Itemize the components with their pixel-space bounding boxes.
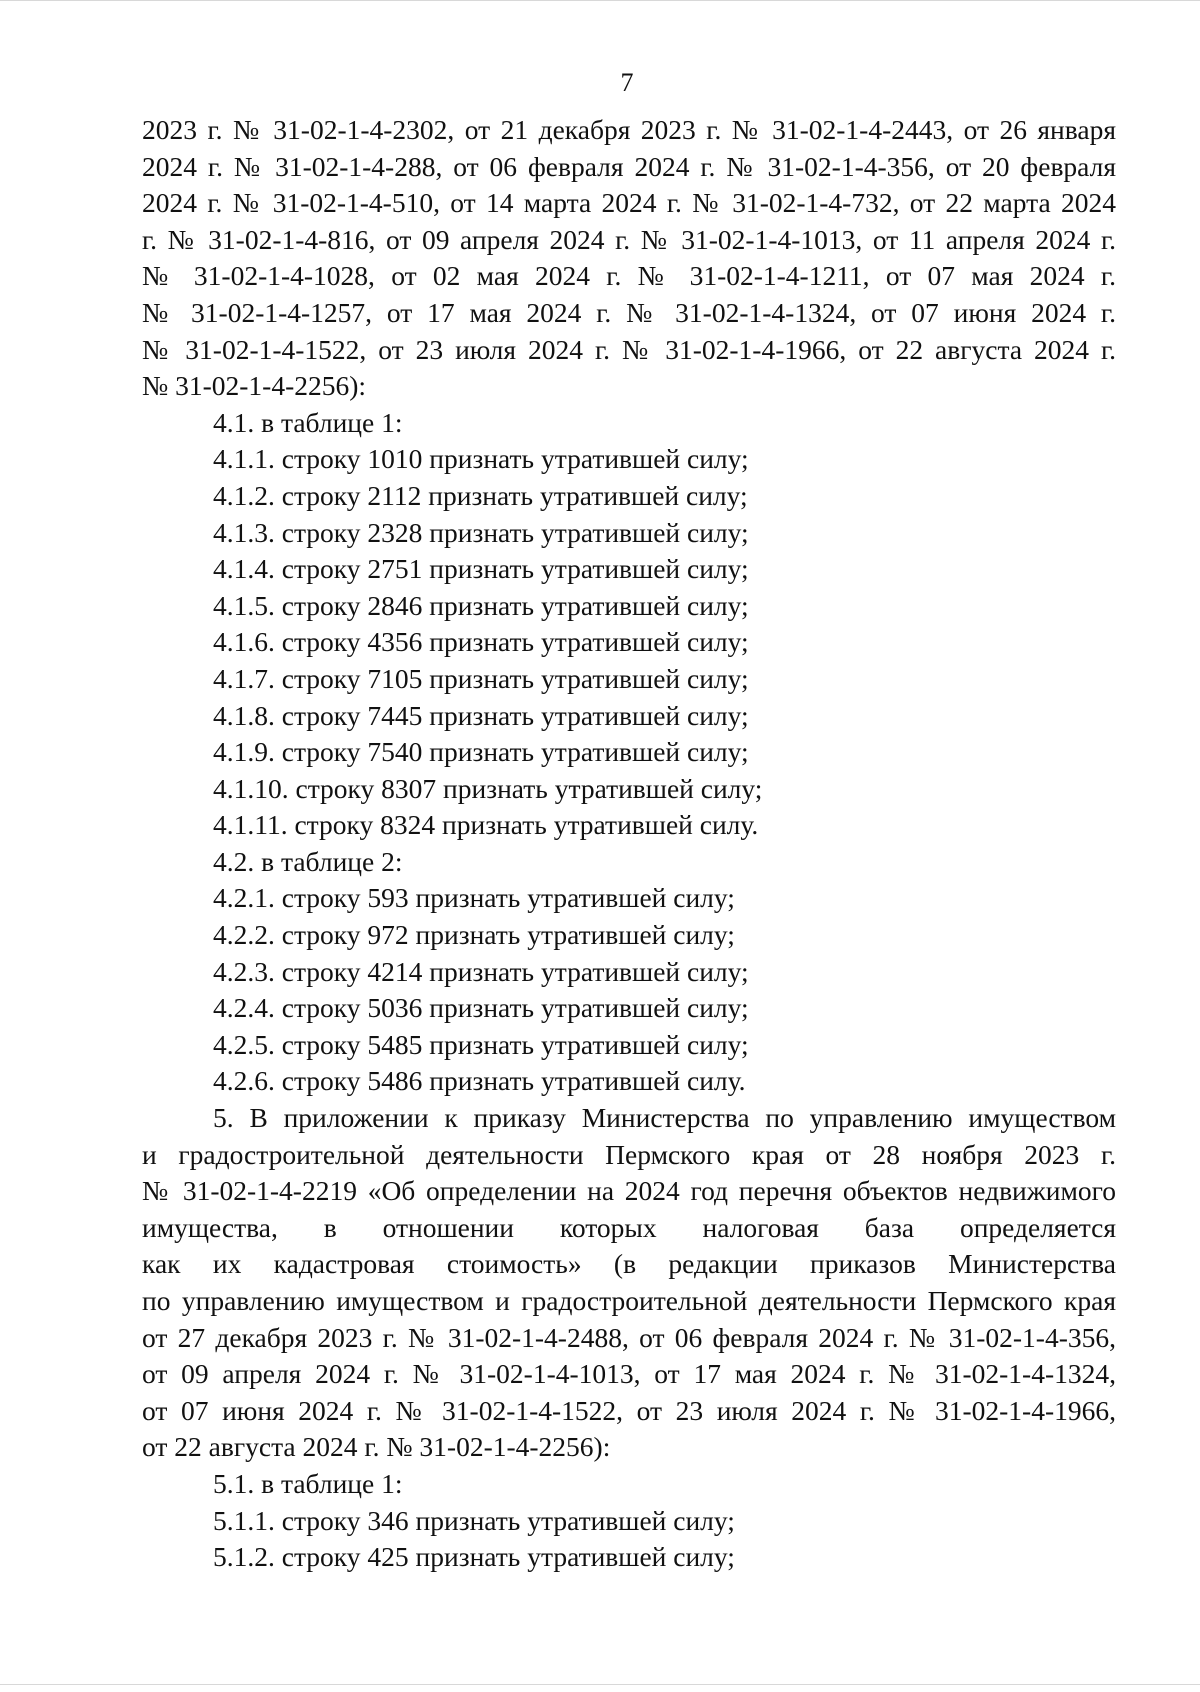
list-item: 4.1. в таблице 1: xyxy=(213,406,403,438)
list-item: 4.2.4. строку 5036 признать утратившей силу; xyxy=(213,992,749,1024)
list-item: 4.2.1. строку 593 признать утратившей силу; xyxy=(213,882,735,914)
text-line: имущества, в отношении которых налоговая база определяется xyxy=(142,1211,1116,1243)
list-section-4 xyxy=(142,405,1116,1100)
text-line: как их кадастровая стоимость» (в редакции приказов Министерства xyxy=(142,1248,1116,1280)
text-line: 2023 г. № 31-02-1-4-2302, от 21 декабря 2023 г. № 31-02-1-4-2443, от 26 января xyxy=(142,114,1116,145)
page-number: 7 xyxy=(620,68,634,97)
text-line: от 22 августа 2024 г. № 31-02-1-4-2256): xyxy=(142,1431,611,1463)
text-line: г. № 31-02-1-4-816, от 09 апреля 2024 г. № 31-02-1-4-1013, от 11 апреля 2024 г. xyxy=(142,223,1116,255)
text-line: № 31-02-1-4-1257, от 17 мая 2024 г. № 31-02-1-4-1324, от 07 июня 2024 г. xyxy=(142,296,1116,328)
list-item: 4.1.1. строку 1010 признать утратившей силу; xyxy=(213,443,749,475)
list-item: 4.2.3. строку 4214 признать утратившей силу; xyxy=(213,955,749,987)
list-item: 4.1.9. строку 7540 признать утратившей силу; xyxy=(213,736,749,768)
list-item: 5.1.1. строку 346 признать утратившей силу; xyxy=(213,1504,735,1536)
text-line: № 31-02-1-4-2219 «Об определении на 2024 год перечня объектов недвижимого xyxy=(142,1175,1116,1207)
list-item: 4.1.10. строку 8307 признать утратившей силу; xyxy=(213,772,763,804)
list-item: 4.1.7. строку 7105 признать утратившей силу; xyxy=(213,662,749,694)
text-line: и градостроительной деятельности Пермского края от 28 ноября 2023 г. xyxy=(142,1138,1116,1170)
list-item: 4.1.6. строку 4356 признать утратившей силу; xyxy=(213,626,749,658)
text-line: от 09 апреля 2024 г. № 31-02-1-4-1013, от 17 мая 2024 г. № 31-02-1-4-1324, xyxy=(142,1358,1116,1390)
list-item: 5.1. в таблице 1: xyxy=(213,1467,403,1499)
text-line: № 31-02-1-4-1522, от 23 июля 2024 г. № 31-02-1-4-1966, от 22 августа 2024 г. xyxy=(142,333,1116,365)
list-item: 4.1.8. строку 7445 признать утратившей силу; xyxy=(213,699,749,731)
text-line: от 07 июня 2024 г. № 31-02-1-4-1522, от 23 июля 2024 г. № 31-02-1-4-1966, xyxy=(142,1394,1116,1426)
text-line: по управлению имуществом и градостроительной деятельности Пермского края xyxy=(142,1285,1116,1316)
list-item: 4.2. в таблице 2: xyxy=(213,845,403,877)
text-line: № 31-02-1-4-1028, от 02 мая 2024 г. № 31-02-1-4-1211, от 07 мая 2024 г. xyxy=(142,260,1116,292)
list-section-5 xyxy=(142,1466,1116,1576)
scan-edge-top xyxy=(0,0,1200,1)
list-item: 4.2.6. строку 5486 признать утратившей силу. xyxy=(213,1065,746,1097)
list-item: 4.2.5. строку 5485 признать утратившей силу; xyxy=(213,1028,749,1060)
paragraph-5 xyxy=(142,1100,1116,1466)
list-item: 4.1.4. строку 2751 признать утратившей силу; xyxy=(213,553,749,585)
list-item: 4.1.11. строку 8324 признать утратившей силу. xyxy=(213,809,759,841)
text-line: № 31-02-1-4-2256): xyxy=(142,370,367,402)
list-item: 5.1.2. строку 425 признать утратившей силу; xyxy=(213,1541,735,1573)
list-item: 4.1.5. строку 2846 признать утратившей силу; xyxy=(213,589,749,621)
document-body xyxy=(142,112,1116,1576)
text-line: 5. В приложении к приказу Министерства по управлению имуществом xyxy=(213,1102,1116,1134)
list-item: 4.2.2. строку 972 признать утратившей силу; xyxy=(213,919,735,951)
list-item: 4.1.2. строку 2112 признать утратившей силу; xyxy=(213,479,748,511)
text-line: 2024 г. № 31-02-1-4-510, от 14 марта 2024 г. № 31-02-1-4-732, от 22 марта 2024 xyxy=(142,187,1116,219)
paragraph-4-continuation xyxy=(142,112,1116,405)
text-line: 2024 г. № 31-02-1-4-288, от 06 февраля 2024 г. № 31-02-1-4-356, от 20 февраля xyxy=(142,150,1116,182)
scan-edge-bottom xyxy=(0,1684,1200,1685)
list-item: 4.1.3. строку 2328 признать утратившей силу; xyxy=(213,516,749,548)
text-line: от 27 декабря 2023 г. № 31-02-1-4-2488, от 06 февраля 2024 г. № 31-02-1-4-356, xyxy=(142,1321,1116,1353)
